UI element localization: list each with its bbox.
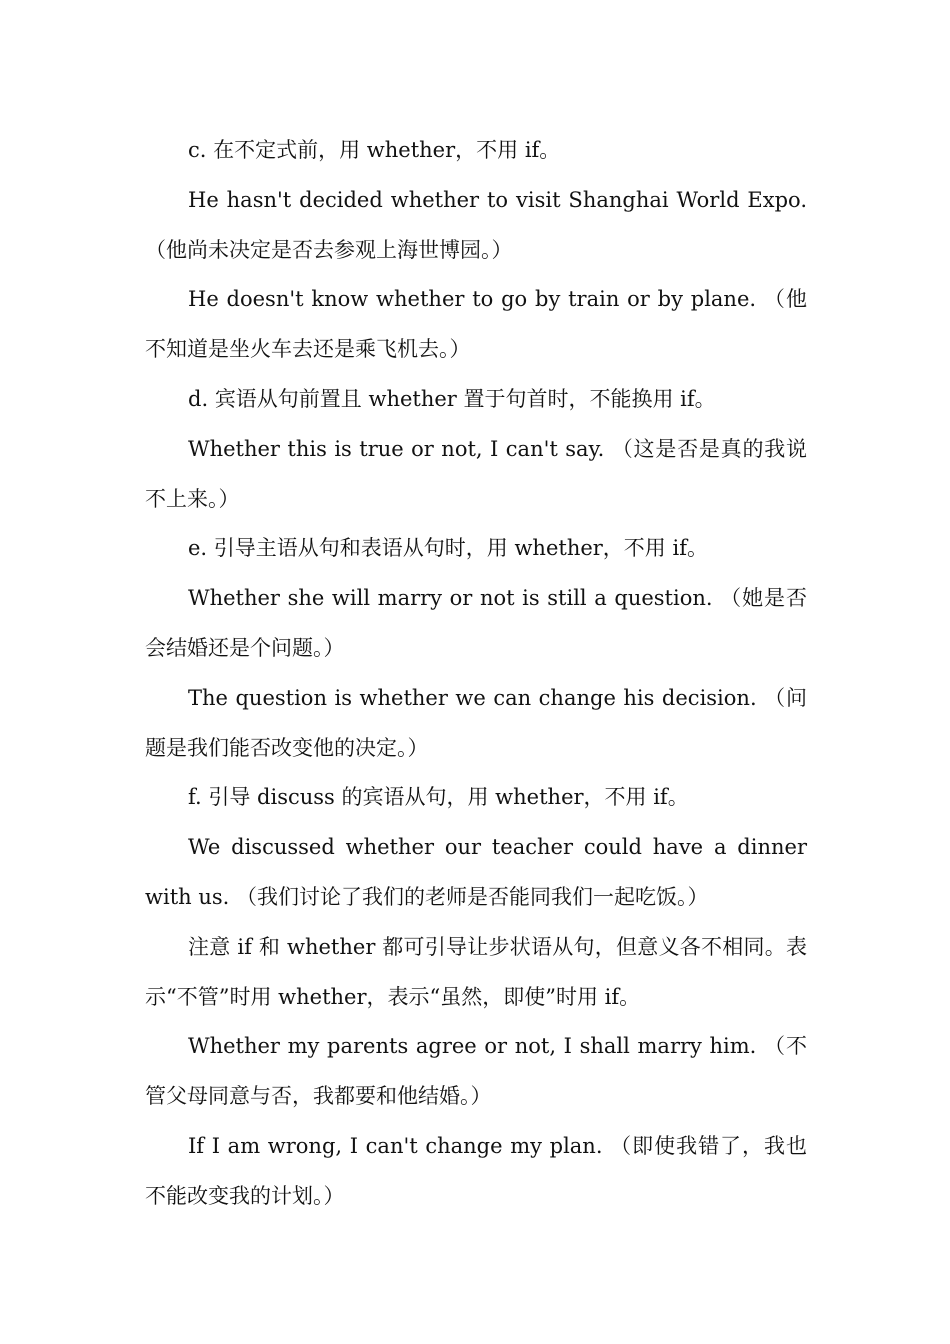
rule-f-heading: f. 引导 discuss 的宾语从句，用 whether，不用 if。 (188, 785, 689, 810)
note-paragraph: 注意 if 和 whether 都可引导让步状语从句，但意义各不相同。表示“不管”时用 whether，表示“虽然，即使”时用 if。 (145, 934, 807, 1009)
example-sentence: He hasn't decided whether to visit Shanghai World Expo. （他尚未决定是否去参观上海世博园。） (145, 187, 807, 262)
example-sentence: The question is whether we can change his decision. （问题是我们能否改变他的决定。） (145, 685, 807, 760)
example-sentence: Whether she will marry or not is still a question. （她是否会结婚还是个问题。） (145, 586, 807, 660)
rule-e-heading: e. 引导主语从句和表语从句时，用 whether，不用 if。 (188, 536, 708, 561)
example-sentence: Whether my parents agree or not, I shall marry him. （不管父母同意与否，我都要和他结婚。） (145, 1034, 807, 1109)
example-sentence: He doesn't know whether to go by train or by plane. （他不知道是坐火车去还是乘飞机去。） (145, 287, 807, 362)
document-page (145, 126, 807, 1222)
example-sentence: If I am wrong, I can't change my plan. （即使我错了，我也不能改变我的计划。） (145, 1133, 807, 1208)
example-sentence: Whether this is true or not, I can't say. （这是否是真的我说不上来。） (145, 436, 807, 511)
rule-d-heading: d. 宾语从句前置且 whether 置于句首时，不能换用 if。 (188, 386, 716, 411)
rule-c-heading: c. 在不定式前，用 whether，不用 if。 (188, 138, 561, 162)
example-sentence: We discussed whether our teacher could have a dinner with us. （我们讨论了我们的老师是否能同我们一起吃饭。） (145, 835, 807, 909)
